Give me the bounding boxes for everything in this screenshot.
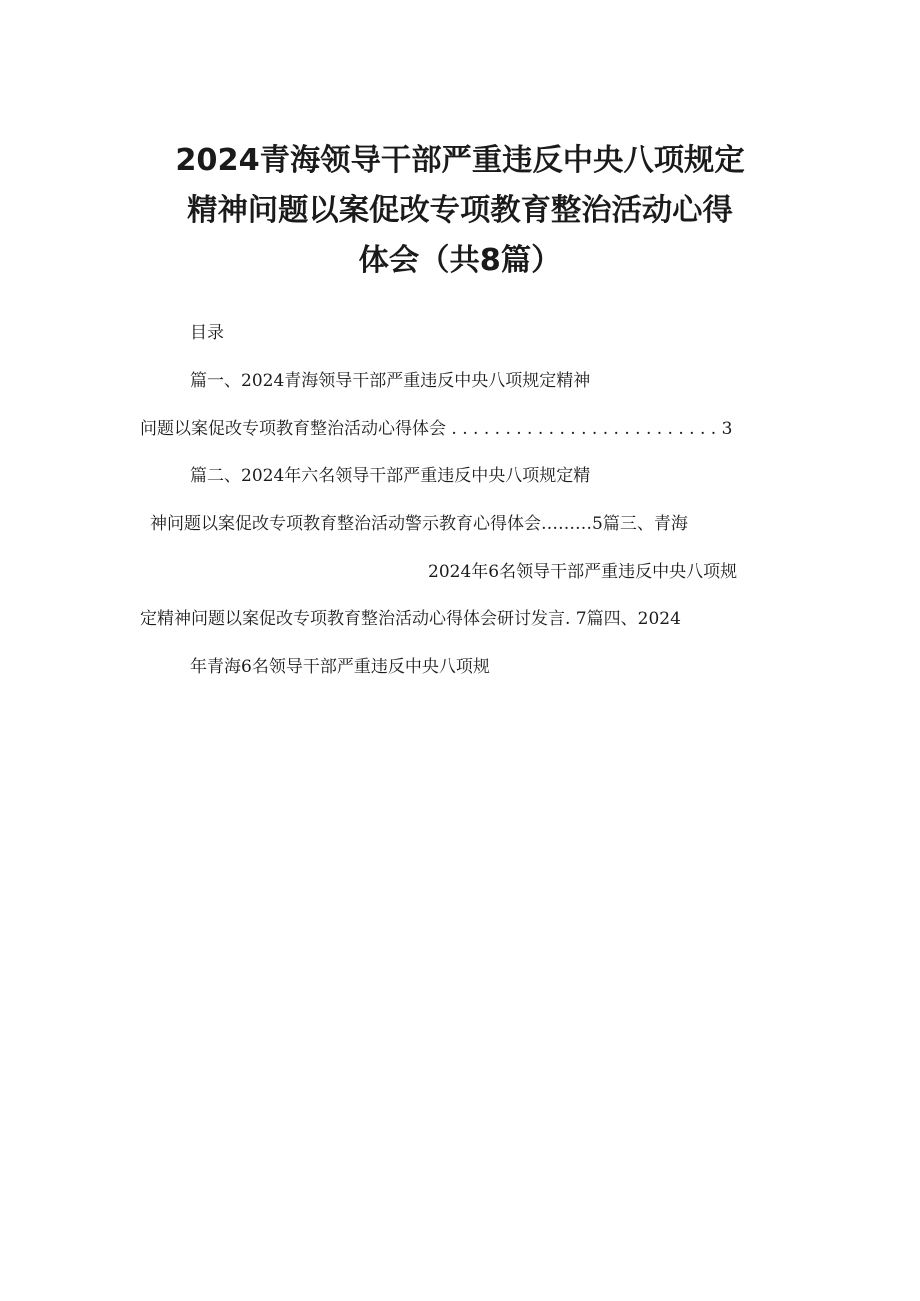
title-line-1: 2024青海领导干部严重违反中央八项规定 (175, 143, 745, 178)
title-line-3: 体会（共8篇） (358, 243, 562, 278)
toc-line-6: 定精神问题以案促改专项教育整治活动心得体会研讨发言. 7篇四、2024 (140, 609, 681, 629)
toc-heading: 目录 (190, 323, 224, 343)
document-title (0, 136, 920, 286)
toc-line-3: 篇二、2024年六名领导干部严重违反中央八项规定精 (190, 466, 591, 486)
toc-line-4: 神问题以案促改专项教育整治活动警示教育心得体会………5篇三、青海 (150, 514, 688, 534)
toc-line-1: 篇一、2024青海领导干部严重违反中央八项规定精神 (190, 371, 591, 391)
toc-line-7: 年青海6名领导干部严重违反中央八项规 (190, 657, 490, 677)
title-line-2: 精神问题以案促改专项教育整治活动心得 (187, 193, 733, 228)
toc-line-2: 问题以案促改专项教育整治活动心得体会 . . . . . . . . . . . . . . . . . . . . . . . . . 3 (140, 419, 733, 439)
toc-line-5: 2024年6名领导干部严重违反中央八项规 (428, 562, 738, 582)
